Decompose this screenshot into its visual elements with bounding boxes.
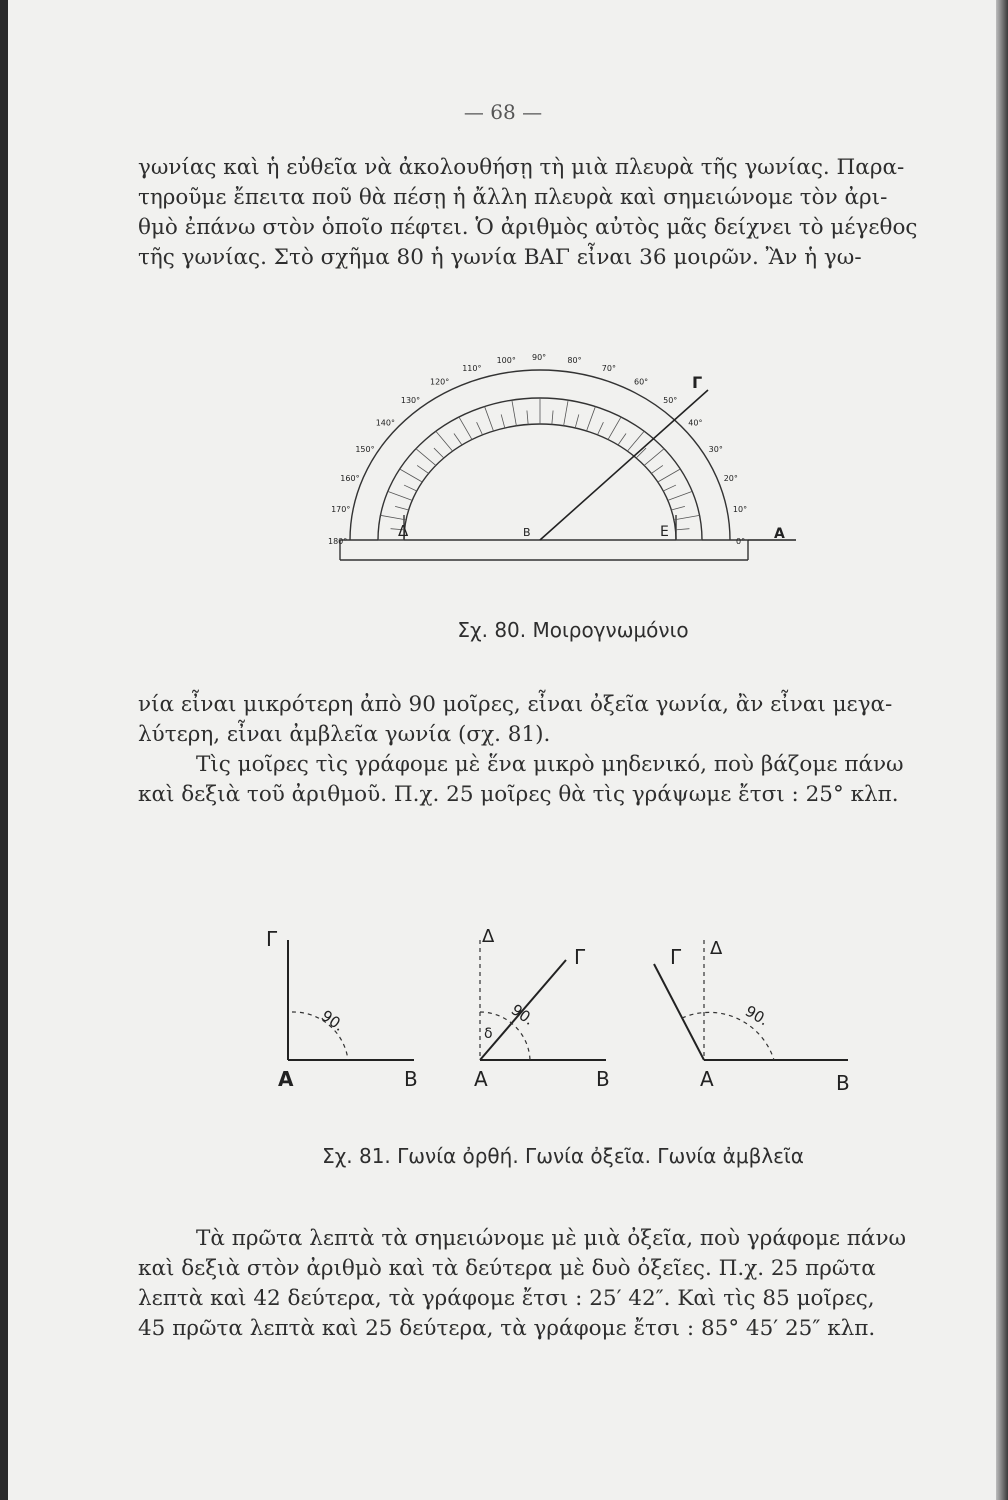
protractor-tick [417,465,428,473]
protractor-tick [674,515,700,520]
protractor-figure [308,350,828,580]
right-label-g: Γ [266,927,278,951]
text-line: Τὰ πρῶτα λεπτὰ τὰ σημειώνομε μὲ μιὰ ὀξεῖα, ποὺ γράφομε πάνω [196,1226,907,1251]
paragraph-3 [138,1224,994,1344]
protractor-tick [527,410,528,424]
scale-label: 110° [462,364,482,374]
acute-small: δ [484,1026,493,1042]
scale-label: 60° [634,377,649,387]
text-line: θμὸ ἐπάνω στὸν ὁποῖο πέφτει. Ὁ ἀριθμὸς αὐτὸς μᾶς δείχνει τὸ μέγεθος [138,215,918,240]
protractor-tick [459,417,472,440]
scale-label: 40° [688,418,703,428]
protractor-tick [388,491,412,500]
text-line: γωνίας καὶ ἡ εὐθεῖα νὰ ἀκολουθήσῃ τὴ μιὰ πλευρὰ τῆς γωνίας. Παρα- [138,155,905,180]
obtuse-label-b: B [836,1071,850,1095]
protractor-tick [618,434,626,445]
protractor-tick [597,422,603,435]
protractor-tick [552,410,553,424]
scale-label: 170° [331,505,351,515]
label-e: E [660,524,669,540]
scale-label: 160° [340,474,360,484]
right-label-b: B [404,1067,418,1091]
protractor-tick [395,506,409,510]
protractor-tick [663,485,676,491]
angle-arm [540,390,708,540]
acute-label-d: Δ [482,926,495,947]
obtuse-deg: 90. [742,1001,772,1030]
protractor-ticks [375,398,702,540]
text-line: τηροῦμε ἔπειτα ποῦ θὰ πέσῃ ἡ ἄλλη πλευρὰ καὶ σημειώνομε τὸν ἀρι- [138,185,888,210]
scale-label: 180° [328,537,348,546]
protractor-tick [501,414,505,428]
label-delta: Δ [398,522,409,540]
scale-label: 140° [375,418,396,428]
paragraph-2 [138,690,994,810]
label-gamma: Γ [692,373,703,392]
protractor-tick [485,407,494,431]
scale-label: 10° [732,505,748,515]
protractor-tick [416,449,436,466]
scale-label: 50° [663,396,678,406]
text-line: λεπτὰ καὶ 42 δεύτερα, τὰ γράφομε ἔτσι : 25′ 42″. Καὶ τὶς 85 μοῖρες, [138,1286,875,1311]
obtuse-label-a: A [700,1067,714,1091]
protractor-tick [400,469,423,482]
right-label-a: A [278,1067,294,1091]
protractor-tick [608,417,621,440]
protractor-tick [658,469,681,482]
text-line: καὶ δεξιὰ τοῦ ἀριθμοῦ. Π.χ. 25 μοῖρες θὰ τὶς γράψωμε ἔτσι : 25° κλπ. [138,782,899,807]
protractor-tick [671,506,685,510]
scale-label: 150° [355,445,375,454]
scale-label: 120° [430,377,450,387]
scale-label: 30° [708,445,723,454]
protractor-tick [651,465,662,473]
protractor-tick [454,434,462,445]
protractor-tick [477,422,483,435]
scale-label: 70° [601,364,616,374]
acute-label-b: B [596,1067,610,1091]
text-line: νία εἶναι μικρότερη ἀπὸ 90 μοῖρες, εἶναι ὀξεῖα γωνία, ἂν εἶναι μεγα- [138,692,893,717]
right-deg: 90. [317,1006,348,1035]
page-number: — 68 — [463,100,543,124]
text-line: καὶ δεξιὰ στὸν ἀριθμὸ καὶ τὰ δεύτερα μὲ δυὸ ὀξεῖες. Π.χ. 25 πρῶτα [138,1256,876,1281]
protractor-tick [675,529,689,530]
figure-81-caption: Σχ. 81. Γωνία ὀρθή. Γωνία ὀξεῖα. Γωνία ἀμβλεῖα [322,1144,804,1168]
protractor-tick [644,449,664,466]
protractor-tick [434,448,444,458]
scale-label: 20° [723,474,738,484]
protractor-tick [627,431,644,451]
obtuse-label-g: Γ [670,945,682,969]
protractor-tick [380,515,406,520]
acute-deg: 90. [507,1000,538,1029]
label-a: A [774,526,785,542]
book-page [8,0,998,1500]
scale-label: 100° [496,355,516,365]
protractor-tick [575,414,579,428]
page-edge [996,0,1008,1500]
protractor-tick [587,407,596,431]
protractor-tick [564,400,569,426]
protractor-tick [512,400,517,426]
angles-figure [248,920,888,1110]
obtuse-label-d: Δ [710,938,723,959]
scale-label: 130° [400,396,421,406]
protractor-tick [668,491,692,500]
scale-label: 80° [567,355,582,365]
paragraph-1 [138,153,994,273]
text-line: λύτερη, εἶναι ἀμβλεῖα γωνία (σχ. 81). [138,722,551,747]
protractor-tick [436,431,453,451]
acute-label-g: Γ [574,945,586,969]
acute-label-a: A [474,1067,488,1091]
label-b: B [523,526,531,539]
text-line: 45 πρῶτα λεπτὰ καὶ 25 δεύτερα, τὰ γράφομε ἔτσι : 85° 45′ 25″ κλπ. [138,1316,876,1341]
scale-label: 90° [532,353,547,362]
text-line: τῆς γωνίας. Στὸ σχῆμα 80 ἡ γωνία ΒΑΓ εἶναι 36 μοιρῶν. Ἂν ἡ γω- [138,245,862,270]
figure-80-caption: Σχ. 80. Μοιρογνωμόνιο [457,618,689,642]
scale-label: 0° [736,537,746,546]
text-line: Τὶς μοῖρες τὶς γράφομε μὲ ἕνα μικρὸ μηδενικό, ποὺ βάζομε πάνω [196,752,904,777]
protractor-tick [404,485,417,491]
